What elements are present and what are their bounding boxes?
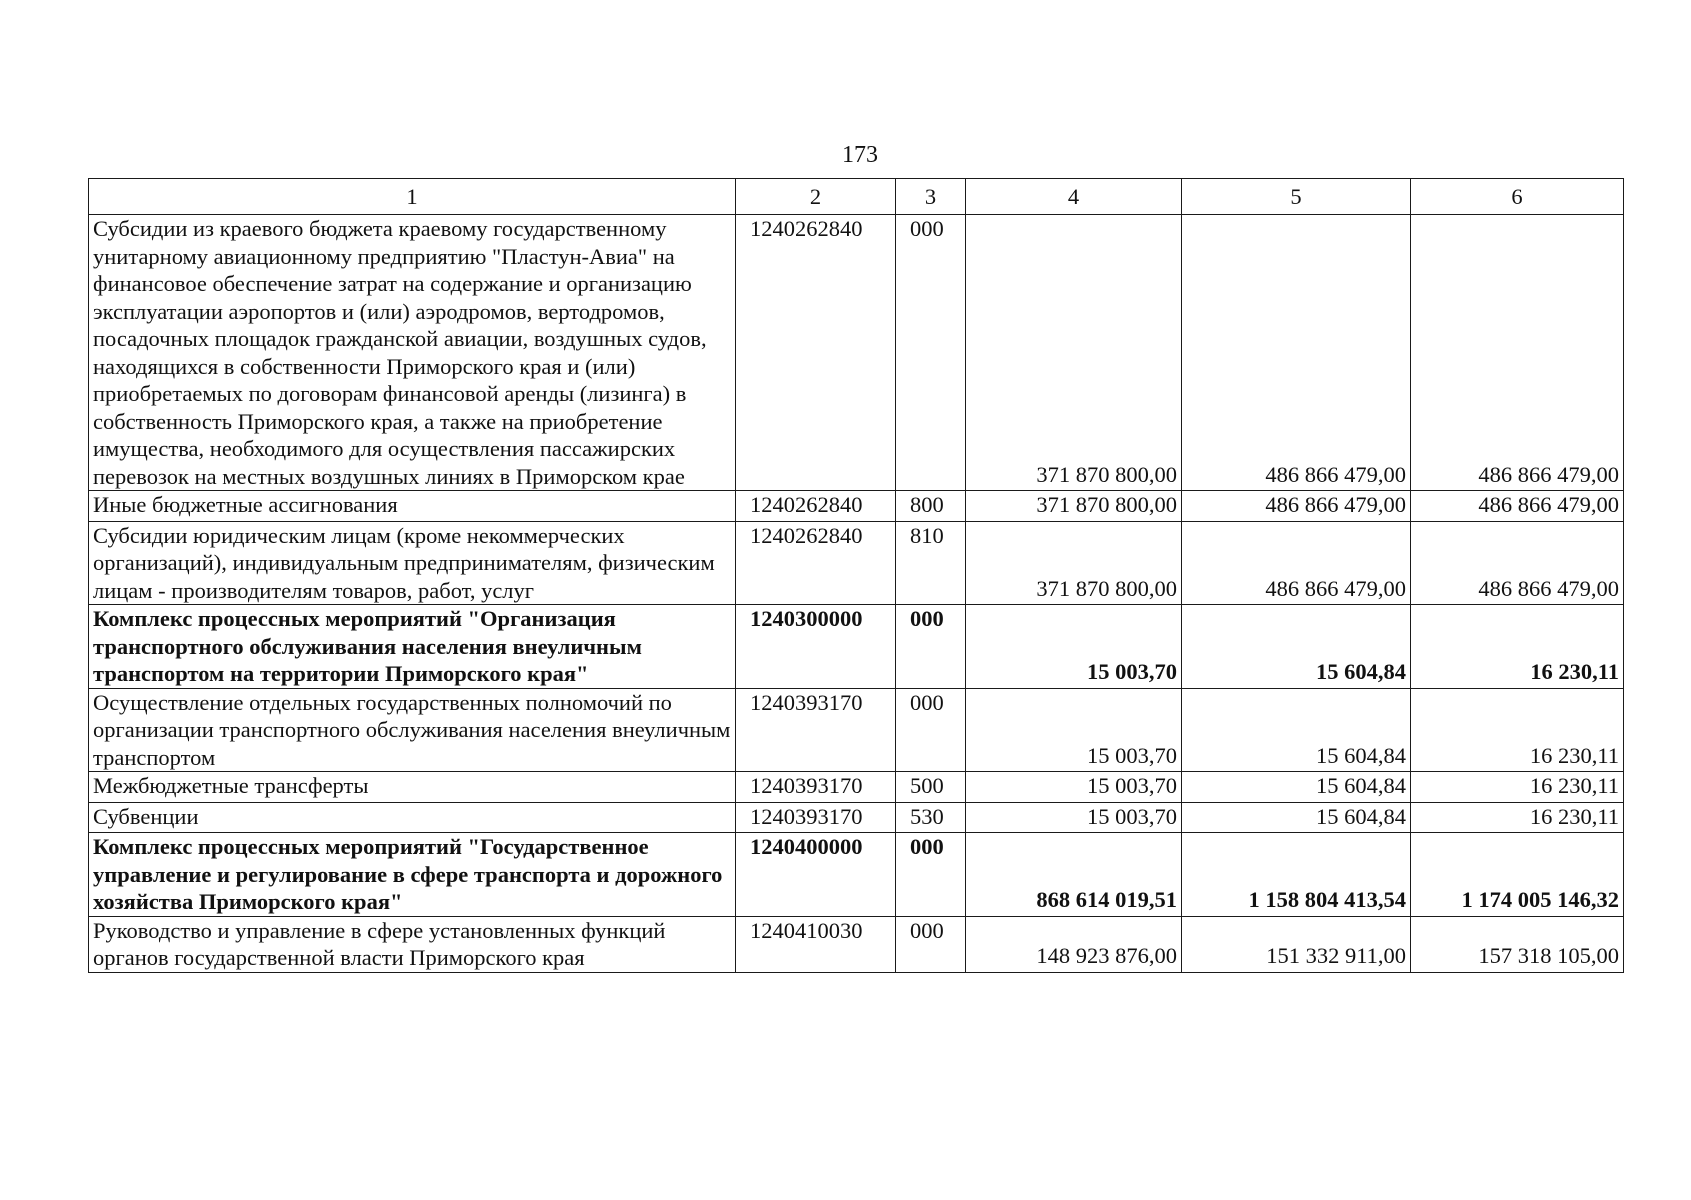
row-kind-cell: 530 — [896, 802, 966, 833]
row-amount-col4: 15 003,70 — [966, 772, 1182, 803]
row-kind-cell: 000 — [896, 916, 966, 972]
row-amount-col5: 15 604,84 — [1182, 688, 1411, 772]
column-number-row — [89, 179, 1624, 215]
row-amount-col6: 486 866 479,00 — [1411, 521, 1624, 605]
row-name-cell: Субсидии юридическим лицам (кроме некоммерческих организаций), индивидуальным предпринимателям, физическим лицам - производителям товаров, работ, услуг — [89, 521, 736, 605]
row-name-cell: Межбюджетные трансферты — [89, 772, 736, 803]
row-name-cell: Субсидии из краевого бюджета краевому государственному унитарному авиационному предприятию "Пластун-Авиа" на финансовое обеспечение затрат на содержание и организацию эксплуатации аэропортов и (или) аэродромов, вертодромов, посадочных площадок гражданской авиации, воздушных судов, находящихся в собственности Приморского края и (или) приобретаемых по договорам финансовой аренды (лизинга) в собственность Приморского края, а также на приобретение имущества, необходимого для осуществления пассажирских перевозок на местных воздушных линиях в Приморском крае — [89, 215, 736, 491]
row-amount-col5: 15 604,84 — [1182, 802, 1411, 833]
row-code-cell: 1240300000 — [736, 605, 896, 689]
row-kind-cell: 810 — [896, 521, 966, 605]
row-name-cell: Комплекс процессных мероприятий "Государственное управление и регулирование в сфере транспорта и дорожного хозяйства Приморского края" — [89, 833, 736, 917]
column-header: 5 — [1182, 179, 1411, 215]
row-amount-col5: 486 866 479,00 — [1182, 491, 1411, 522]
table-row — [89, 772, 1624, 803]
row-kind-cell: 000 — [896, 688, 966, 772]
row-code-cell: 1240410030 — [736, 916, 896, 972]
row-amount-col5: 15 604,84 — [1182, 772, 1411, 803]
row-amount-col4: 15 003,70 — [966, 688, 1182, 772]
row-amount-col5: 486 866 479,00 — [1182, 215, 1411, 491]
budget-table — [88, 178, 1624, 973]
row-amount-col4: 15 003,70 — [966, 605, 1182, 689]
row-amount-col6: 1 174 005 146,32 — [1411, 833, 1624, 917]
column-header: 4 — [966, 179, 1182, 215]
row-amount-col6: 16 230,11 — [1411, 605, 1624, 689]
row-amount-col6: 16 230,11 — [1411, 802, 1624, 833]
row-amount-col4: 371 870 800,00 — [966, 215, 1182, 491]
column-header: 3 — [896, 179, 966, 215]
table-row — [89, 521, 1624, 605]
row-amount-col4: 148 923 876,00 — [966, 916, 1182, 972]
table-row — [89, 215, 1624, 491]
row-amount-col6: 157 318 105,00 — [1411, 916, 1624, 972]
page-number: 173 — [842, 142, 878, 168]
row-code-cell: 1240400000 — [736, 833, 896, 917]
row-amount-col5: 15 604,84 — [1182, 605, 1411, 689]
column-header: 1 — [89, 179, 736, 215]
table-row — [89, 688, 1624, 772]
row-amount-col6: 16 230,11 — [1411, 688, 1624, 772]
row-amount-col4: 371 870 800,00 — [966, 521, 1182, 605]
row-code-cell: 1240262840 — [736, 521, 896, 605]
row-amount-col6: 486 866 479,00 — [1411, 491, 1624, 522]
row-code-cell: 1240262840 — [736, 491, 896, 522]
row-kind-cell: 000 — [896, 833, 966, 917]
column-header: 2 — [736, 179, 896, 215]
row-name-cell: Иные бюджетные ассигнования — [89, 491, 736, 522]
row-amount-col6: 16 230,11 — [1411, 772, 1624, 803]
table-row — [89, 802, 1624, 833]
row-code-cell: 1240393170 — [736, 802, 896, 833]
row-amount-col5: 151 332 911,00 — [1182, 916, 1411, 972]
row-amount-col6: 486 866 479,00 — [1411, 215, 1624, 491]
row-kind-cell: 500 — [896, 772, 966, 803]
row-amount-col4: 371 870 800,00 — [966, 491, 1182, 522]
row-kind-cell: 000 — [896, 215, 966, 491]
row-name-cell: Осуществление отдельных государственных полномочий по организации транспортного обслуживания населения внеуличным транспортом — [89, 688, 736, 772]
column-header: 6 — [1411, 179, 1624, 215]
row-amount-col4: 868 614 019,51 — [966, 833, 1182, 917]
row-amount-col5: 486 866 479,00 — [1182, 521, 1411, 605]
row-name-cell: Субвенции — [89, 802, 736, 833]
row-name-cell: Руководство и управление в сфере установленных функций органов государственной власти Приморского края — [89, 916, 736, 972]
row-code-cell: 1240262840 — [736, 215, 896, 491]
row-name-cell: Комплекс процессных мероприятий "Организация транспортного обслуживания населения внеуличным транспортом на территории Приморского края" — [89, 605, 736, 689]
row-amount-col5: 1 158 804 413,54 — [1182, 833, 1411, 917]
row-code-cell: 1240393170 — [736, 772, 896, 803]
row-kind-cell: 000 — [896, 605, 966, 689]
table-row — [89, 491, 1624, 522]
table-row — [89, 916, 1624, 972]
row-code-cell: 1240393170 — [736, 688, 896, 772]
row-kind-cell: 800 — [896, 491, 966, 522]
table-row — [89, 605, 1624, 689]
row-amount-col4: 15 003,70 — [966, 802, 1182, 833]
table-row — [89, 833, 1624, 917]
